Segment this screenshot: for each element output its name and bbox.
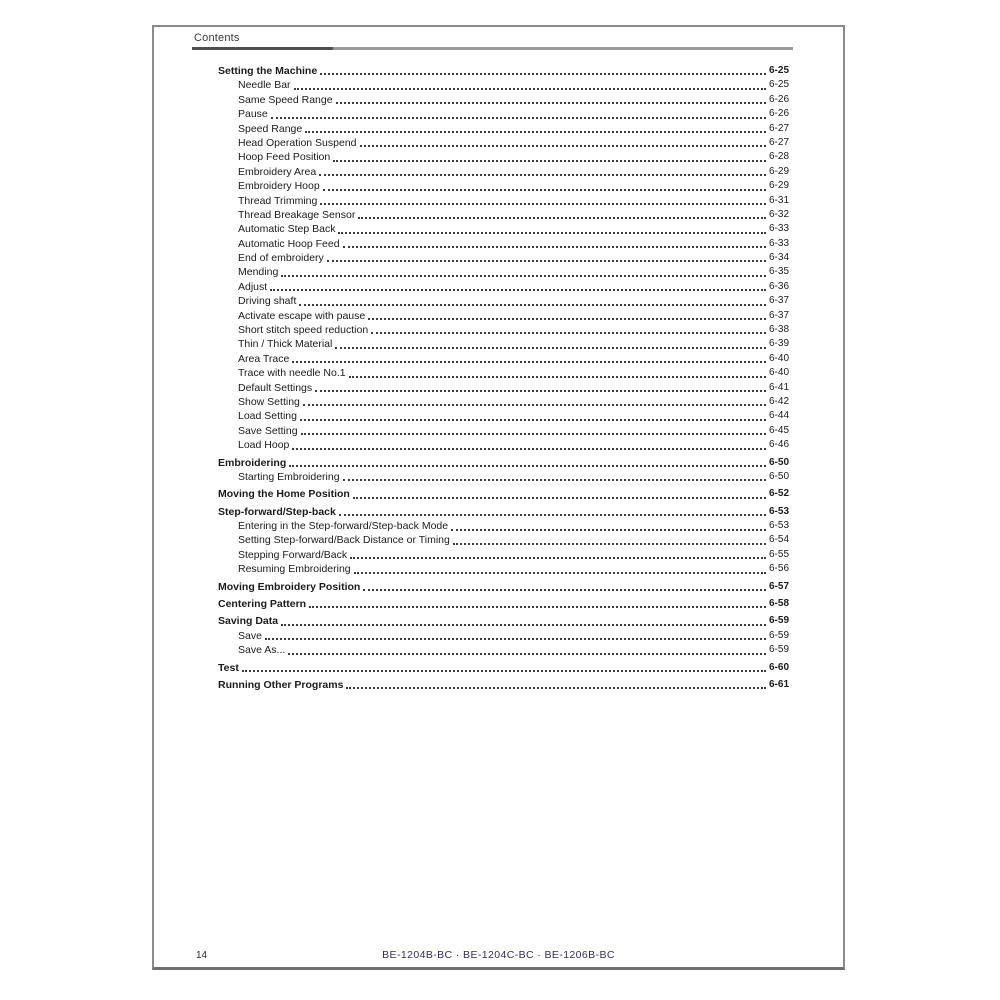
dot-leader [349,376,766,378]
toc-entry[interactable] [218,93,789,107]
toc-entry[interactable] [218,251,789,265]
toc-entry[interactable] [218,643,789,657]
toc-entry[interactable] [218,194,789,208]
toc-entry[interactable] [218,562,789,576]
toc-entry[interactable] [218,395,789,409]
toc-entry[interactable] [218,409,789,423]
toc-entry-page: 6-27 [768,122,789,134]
header-rule [192,47,793,50]
toc-entry-label: Step-forward/Step-back [218,505,336,518]
toc-entry-page: 6-50 [768,456,789,468]
toc-entry-label: Automatic Hoop Feed [238,237,340,250]
dot-leader [281,624,766,626]
toc-entry-label: Load Hoop [238,439,290,452]
toc-entry-page: 6-60 [768,661,789,673]
dot-leader [242,670,766,672]
dot-leader [335,347,766,349]
toc-entry-page: 6-59 [768,644,789,656]
toc-entry-label: Embroidery Area [238,165,317,178]
toc-entry-label: Test [218,661,239,674]
toc-entry[interactable] [218,122,789,136]
toc-entry[interactable] [218,107,789,121]
toc-entry-label: Starting Embroidering [238,470,340,483]
dot-leader [288,653,766,655]
toc-entry[interactable] [218,366,789,380]
toc-entry[interactable] [218,661,789,675]
toc-entry[interactable] [218,208,789,222]
toc-entry[interactable] [218,352,789,366]
toc-entry-page: 6-59 [768,615,789,627]
toc-entry-page: 6-50 [768,470,789,482]
toc-entry-page: 6-26 [768,93,789,105]
dot-leader [358,217,766,219]
toc-entry-page: 6-54 [768,534,789,546]
toc-entry-page: 6-58 [768,598,789,610]
toc-entry-page: 6-33 [768,223,789,235]
page-header-title: Contents [194,32,240,44]
toc-entry-label: Needle Bar [238,79,291,92]
toc-entry-label: Thin / Thick Material [238,338,333,351]
toc-entry-label: Short stitch speed reduction [238,324,369,337]
toc-entry-label: Default Settings [238,381,313,394]
dot-leader [320,203,766,205]
toc-entry-page: 6-39 [768,338,789,350]
dot-leader [354,572,766,574]
dot-leader [368,318,766,320]
toc-entry-page: 6-61 [768,679,789,690]
toc-entry-page: 6-26 [768,108,789,120]
toc-entry-label: Save Setting [238,424,298,437]
dot-leader [327,260,766,262]
dot-leader [336,102,766,104]
toc-entry[interactable] [218,237,789,251]
toc-entry-label: Mending [238,266,279,279]
toc-entry-label: Head Operation Suspend [238,136,357,149]
toc-entry-label: Centering Pattern [218,598,307,611]
manual-page [152,25,845,970]
toc-entry[interactable] [218,323,789,337]
toc-entry-page: 6-28 [768,151,789,163]
dot-leader [309,606,766,608]
toc-entry-label: Load Setting [238,410,297,423]
toc-entry-label: Hoop Feed Position [238,151,331,164]
toc-entry-label: Thread Breakage Sensor [238,208,356,221]
toc-entry-page: 6-42 [768,395,789,407]
toc-entry-label: Embroidery Hoop [238,180,320,193]
toc-entry-page: 6-45 [768,424,789,436]
toc-entry[interactable] [218,337,789,351]
toc-entry-label: Activate escape with pause [238,309,366,322]
toc-entry[interactable] [218,519,789,533]
toc-entry[interactable] [218,280,789,294]
toc-entry-page: 6-38 [768,324,789,336]
dot-leader [320,73,766,75]
dot-leader [300,419,766,421]
toc-entry-page: 6-37 [768,309,789,321]
toc-entry[interactable] [218,150,789,164]
toc-entry[interactable] [218,534,789,548]
toc-entry-page: 6-46 [768,439,789,451]
toc-entry-label: Automatic Step Back [238,223,336,236]
toc-entry[interactable] [218,597,789,611]
toc-entry[interactable] [218,487,789,501]
toc-entry-page: 6-32 [768,208,789,220]
toc-entry-page: 6-35 [768,266,789,278]
toc-entry[interactable] [218,265,789,279]
dot-leader [338,232,766,234]
toc-entry-page: 6-40 [768,367,789,379]
toc-entry[interactable] [218,179,789,193]
toc-entry-page: 6-57 [768,580,789,592]
toc-entry-label: Same Speed Range [238,93,333,106]
toc-entry-page: 6-56 [768,563,789,575]
toc-entry-label: Moving Embroidery Position [218,580,361,593]
toc-entry[interactable] [218,505,789,519]
toc-entry-page: 6-52 [768,488,789,500]
toc-entry-page: 6-34 [768,252,789,264]
toc-entry[interactable] [218,629,789,643]
toc-entry-label: Adjust [238,280,268,293]
toc-entry[interactable] [218,222,789,236]
toc-entry-label: Show Setting [238,395,300,408]
dot-leader [451,529,766,531]
dot-leader [299,304,766,306]
dot-leader [292,361,766,363]
dot-leader [343,479,766,481]
toc-entry[interactable] [218,580,789,594]
dot-leader [323,189,766,191]
toc-entry-page: 6-41 [768,381,789,393]
toc-entry[interactable] [218,678,789,692]
toc-entry-label: Resuming Embroidering [238,563,351,576]
toc-entry-label: Driving shaft [238,295,297,308]
toc-entry[interactable] [218,424,789,438]
toc-entry[interactable] [218,456,789,470]
dot-leader [301,433,766,435]
toc-entry-label: Save As... [238,644,286,657]
toc-entry[interactable] [218,381,789,395]
toc-entry-label: Entering in the Step-forward/Step-back Mode [238,520,449,533]
toc-entry-page: 6-37 [768,295,789,307]
toc-entry[interactable] [218,165,789,179]
toc-entry-page: 6-29 [768,180,789,192]
toc-entry-page: 6-40 [768,352,789,364]
toc-entry-label: End of embroidery [238,252,324,265]
dot-leader [343,246,766,248]
dot-leader [305,131,766,133]
dot-leader [353,497,766,499]
toc-entry-label: Setting the Machine [218,64,318,77]
toc-entry-page: 6-25 [768,79,789,91]
toc-entry-page: 6-59 [768,629,789,641]
dot-leader [292,448,766,450]
toc-entry-label: Running Other Programs [218,679,344,691]
toc-entry[interactable] [218,309,789,323]
toc-entry-label: Setting Step-forward/Back Distance or Timing [238,534,450,547]
dot-leader [271,117,766,119]
toc-entry-label: Speed Range [238,122,303,135]
dot-leader [453,543,766,545]
dot-leader [319,174,766,176]
dot-leader [363,589,766,591]
footer-page-number: 14 [196,950,208,961]
toc-entry-label: Moving the Home Position [218,488,350,501]
toc-entry[interactable] [218,614,789,628]
toc-entry-page: 6-29 [768,165,789,177]
toc-entry-page: 6-36 [768,280,789,292]
toc-list [218,64,789,692]
dot-leader [303,404,766,406]
toc-entry-page: 6-55 [768,548,789,560]
toc-entry-label: Saving Data [218,615,279,628]
dot-leader [265,638,766,640]
toc-entry[interactable] [218,470,789,484]
toc-entry-page: 6-27 [768,136,789,148]
toc-entry-page: 6-44 [768,410,789,422]
toc-entry[interactable] [218,548,789,562]
toc-entry[interactable] [218,438,789,452]
toc-entry-label: Trace with needle No.1 [238,367,346,380]
toc-entry[interactable] [218,136,789,150]
dot-leader [339,514,766,516]
toc-entry[interactable] [218,64,789,78]
toc-entry-page: 6-53 [768,505,789,517]
toc-entry[interactable] [218,78,789,92]
toc-entry-page: 6-33 [768,237,789,249]
dot-leader [315,390,766,392]
toc-entry-label: Pause [238,108,268,121]
toc-entry-label: Embroidering [218,456,287,469]
dot-leader [289,465,766,467]
toc-entry-label: Thread Trimming [238,194,318,207]
dot-leader [294,88,766,90]
toc-entry-page: 6-31 [768,194,789,206]
toc-entry-label: Stepping Forward/Back [238,548,348,561]
footer-model-codes: BE-1204B-BC · BE-1204C-BC · BE-1206B-BC [382,949,615,961]
dot-leader [360,145,766,147]
toc-entry-page: 6-25 [768,64,789,76]
dot-leader [270,289,766,291]
toc-entry-label: Save [238,629,262,642]
dot-leader [346,687,766,689]
toc-entry-page: 6-53 [768,520,789,532]
dot-leader [333,160,766,162]
toc-entry[interactable] [218,294,789,308]
toc-entry-label: Area Trace [238,352,290,365]
dot-leader [350,557,766,559]
dot-leader [371,332,766,334]
dot-leader [281,275,766,277]
